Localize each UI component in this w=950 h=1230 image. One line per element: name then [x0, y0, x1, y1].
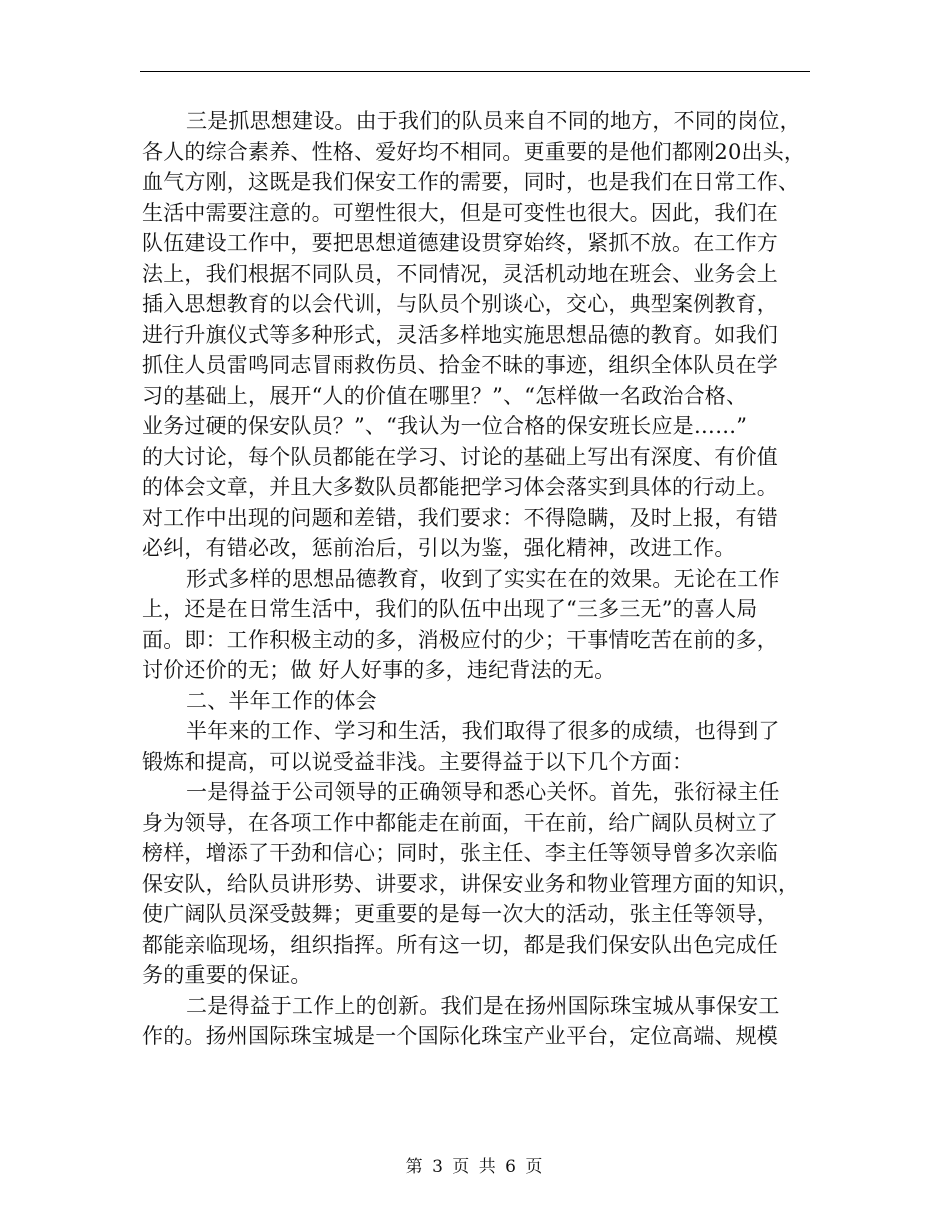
- text-line: 榜样，增添了干劲和信心；同时，张主任、李主任等领导曾多次亲临: [142, 841, 778, 865]
- text-line: 身为领导，在各项工作中都能走在前面，干在前，给广阔队员树立了: [142, 810, 778, 835]
- text-line: 形式多样的思想品德教育，收到了实实在在的效果。无论在工作: [186, 566, 780, 591]
- text-line: 队伍建设工作中，要把思想道德建设贯穿始终，紧抓不放。在工作方: [142, 231, 778, 255]
- text-line: 面。即：工作积极主动的多，消极应付的少；干事情吃苦在前的多，: [142, 627, 778, 652]
- text-line: 一是得益于公司领导的正确领导和悉心关怀。首先，张衍禄主任: [186, 780, 780, 804]
- text-line: 都能亲临现场，组织指挥。所有这一切，都是我们保安队出色完成任: [142, 932, 778, 957]
- text-line: 务的重要的保证。: [142, 963, 312, 987]
- text-line: 生活中需要注意的。可塑性很大，但是可变性也很大。因此，我们在: [142, 200, 778, 225]
- text-line: 的大讨论，每个队员都能在学习、讨论的基础上写出有深度、有价值: [142, 444, 778, 469]
- text-line: 讨价还价的无；做 好人好事的多，违纪背法的无。: [142, 658, 616, 682]
- text-line: 对工作中出现的问题和差错，我们要求：不得隐瞒，及时上报，有错: [142, 505, 778, 530]
- text-line: 三是抓思想建设。由于我们的队员来自不同的地方，不同的岗位，: [186, 109, 801, 133]
- text-line: 作的。扬州国际珠宝城是一个国际化珠宝产业平台，定位高端、规模: [142, 1024, 778, 1048]
- page-number-footer: 第 3 页 共 6 页: [405, 1157, 545, 1177]
- text-line: 插入思想教育的以会代训，与队员个别谈心，交心，典型案例教育，: [142, 292, 778, 316]
- text-line: 半年来的工作、学习和生活，我们取得了很多的成绩，也得到了: [186, 719, 780, 743]
- text-line: 血气方刚，这既是我们保安工作的需要，同时，也是我们在日常工作、: [142, 170, 800, 194]
- text-line: 二是得益于工作上的创新。我们是在扬州国际珠宝城从事保安工: [186, 993, 780, 1018]
- text-line: 业务过硬的保安队员？”、“我认为一位合格的保安班长应是……”: [142, 414, 748, 438]
- text-line: 保安队，给队员讲形势、讲要求，讲保安业务和物业管理方面的知识，: [142, 871, 800, 896]
- document-body: [142, 106, 812, 1052]
- text-line: 进行升旗仪式等多种形式，灵活多样地实施思想品德的教育。如我们: [142, 322, 778, 347]
- text-line: 上，还是在日常生活中，我们的队伍中出现了“三多三无”的喜人局: [142, 597, 758, 621]
- text-line: 各人的综合素养、性格、爱好均不相同。更重要的是他们都刚20出头，: [142, 139, 806, 164]
- text-line: 二、半年工作的体会: [186, 688, 377, 713]
- text-line: 使广阔队员深受鼓舞；更重要的是每一次大的活动，张主任等领导，: [142, 902, 778, 926]
- text-line: 必纠，有错必改，惩前治后，引以为鉴，强化精神，改进工作。: [142, 536, 736, 560]
- text-line: 法上，我们根据不同队员，不同情况，灵活机动地在班会、业务会上: [142, 261, 778, 286]
- text-line: 锻炼和提高，可以说受益非浅。主要得益于以下几个方面：: [142, 749, 694, 774]
- header-rule: [140, 71, 810, 72]
- text-line: 的体会文章，并且大多数队员都能把学习体会落实到具体的行动上。: [142, 475, 778, 499]
- text-line: 习的基础上，展开“人的价值在哪里？”、“怎样做一名政治合格、: [142, 383, 748, 408]
- text-line: 抓住人员雷鸣同志冒雨救伤员、拾金不昧的事迹，组织全体队员在学: [142, 353, 778, 377]
